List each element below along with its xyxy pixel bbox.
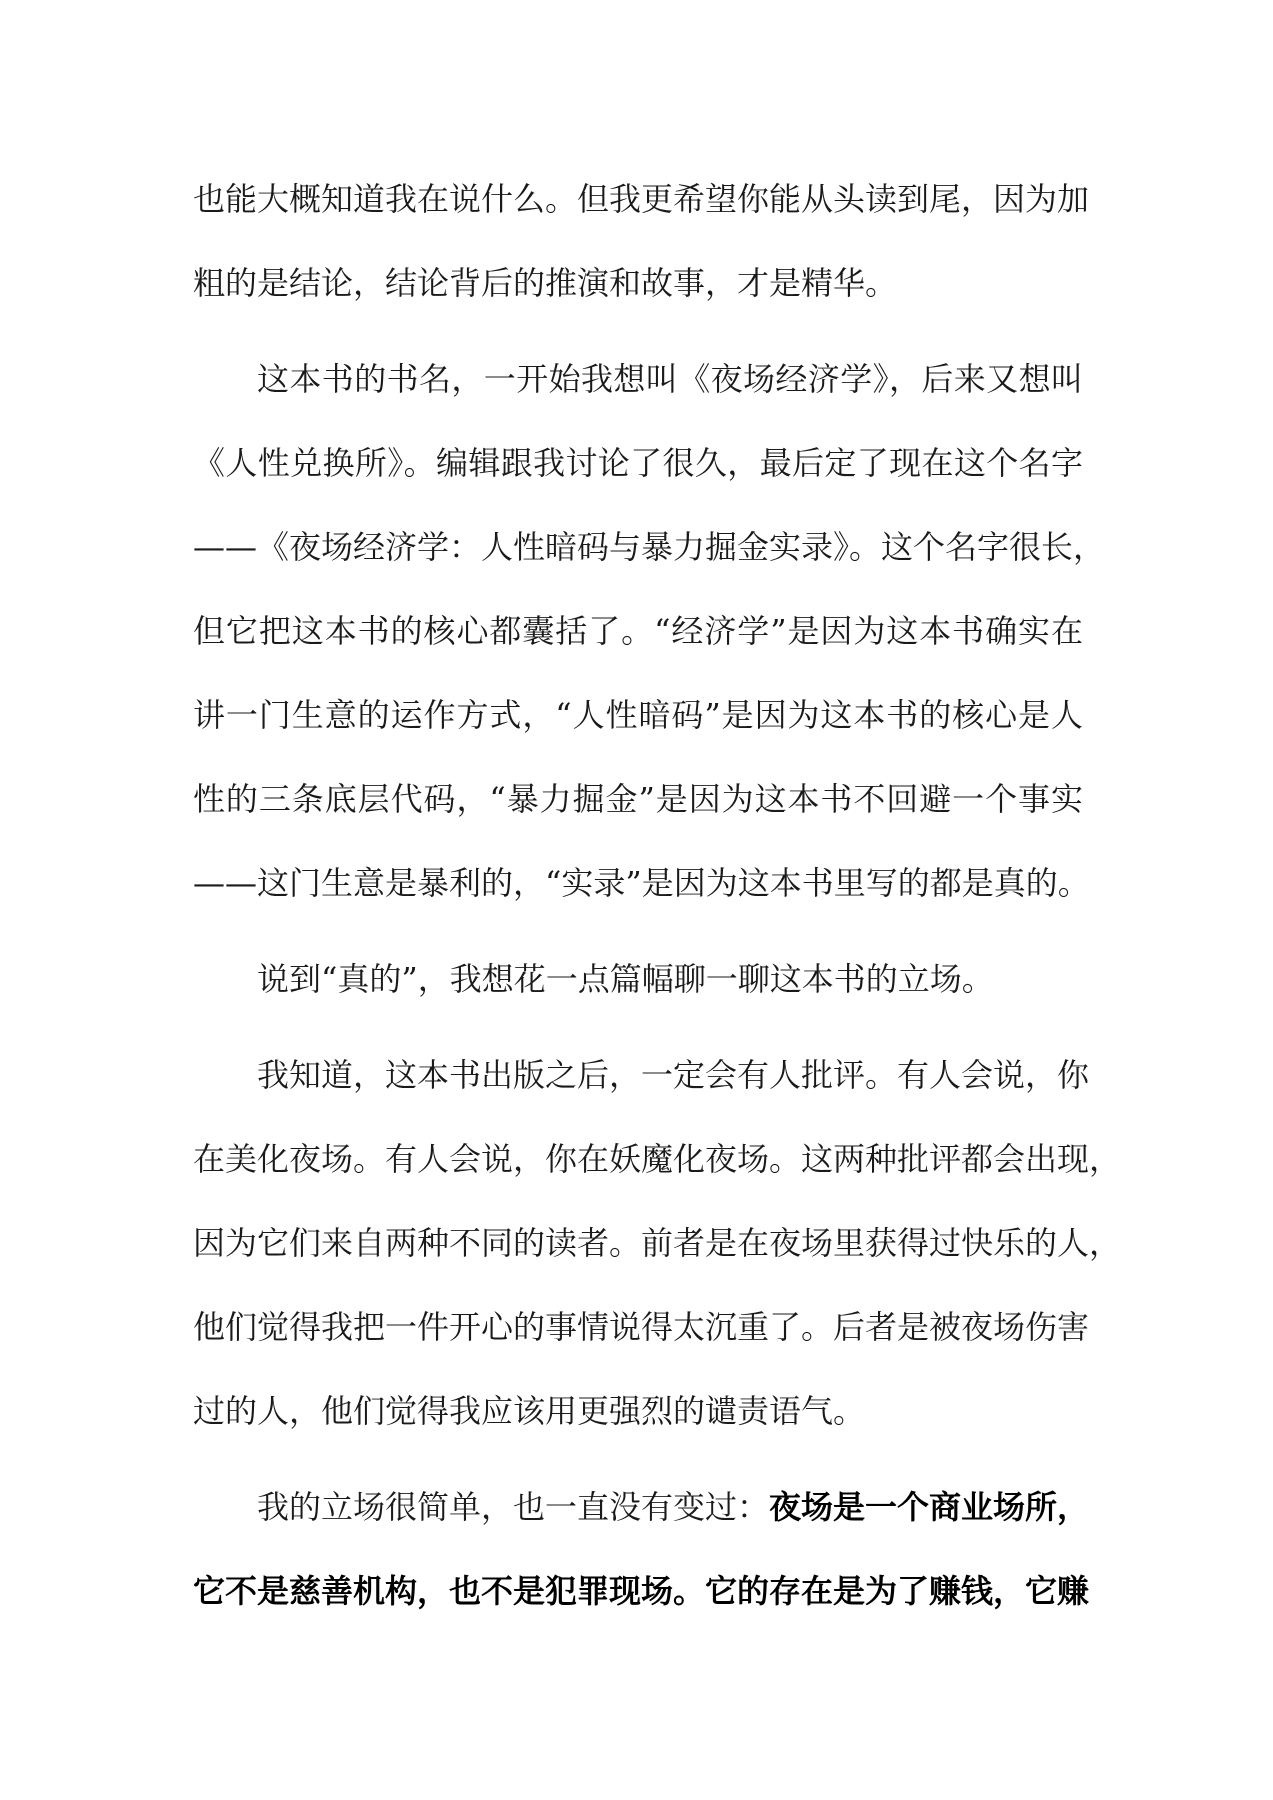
text-line: 但它把这本书的核心都囊括了。“经济学”是因为这本书确实在: [193, 612, 1083, 650]
text-line: 这本书的书名，一开始我想叫《夜场经济学》，后来又想叫: [257, 360, 1083, 398]
text-line: 粗的是结论，结论背后的推演和故事，才是精华。: [193, 264, 898, 302]
bold-conclusion: 它不是慈善机构，也不是犯罪现场。它的存在是为了赚钱，它赚: [193, 1572, 1090, 1610]
text-line: 说到“真的”，我想花一点篇幅聊一聊这本书的立场。: [257, 960, 994, 998]
text-line: ——这门生意是暴利的，“实录”是因为这本书里写的都是真的。: [193, 864, 1090, 902]
text-run: 我的立场很简单，也一直没有变过：: [257, 1488, 770, 1526]
text-line: 因为它们来自两种不同的读者。前者是在夜场里获得过快乐的人，: [193, 1224, 1122, 1262]
text-line: 我知道，这本书出版之后，一定会有人批评。有人会说，你: [257, 1056, 1090, 1094]
text-line: 性的三条底层代码，“暴力掘金”是因为这本书不回避一个事实: [193, 780, 1083, 818]
body-text: [193, 168, 1122, 1644]
text-line: 过的人，他们觉得我应该用更强烈的谴责语气。: [193, 1392, 866, 1430]
text-line: 也能大概知道我在说什么。但我更希望你能从头读到尾，因为加: [193, 180, 1090, 218]
text-line: 他们觉得我把一件开心的事情说得太沉重了。后者是被夜场伤害: [193, 1308, 1090, 1346]
text-line: 在美化夜场。有人会说，你在妖魔化夜场。这两种批评都会出现，: [193, 1140, 1122, 1178]
text-line: 《人性兑换所》。编辑跟我讨论了很久，最后定了现在这个名字: [193, 444, 1083, 482]
text-line: [193, 1476, 1090, 1560]
text-line: 讲一门生意的运作方式，“人性暗码”是因为这本书的核心是人: [193, 696, 1083, 734]
bold-conclusion: 夜场是一个商业场所，: [769, 1488, 1090, 1526]
text-line: ——《夜场经济学：人性暗码与暴力掘金实录》。这个名字很长，: [193, 528, 1106, 566]
